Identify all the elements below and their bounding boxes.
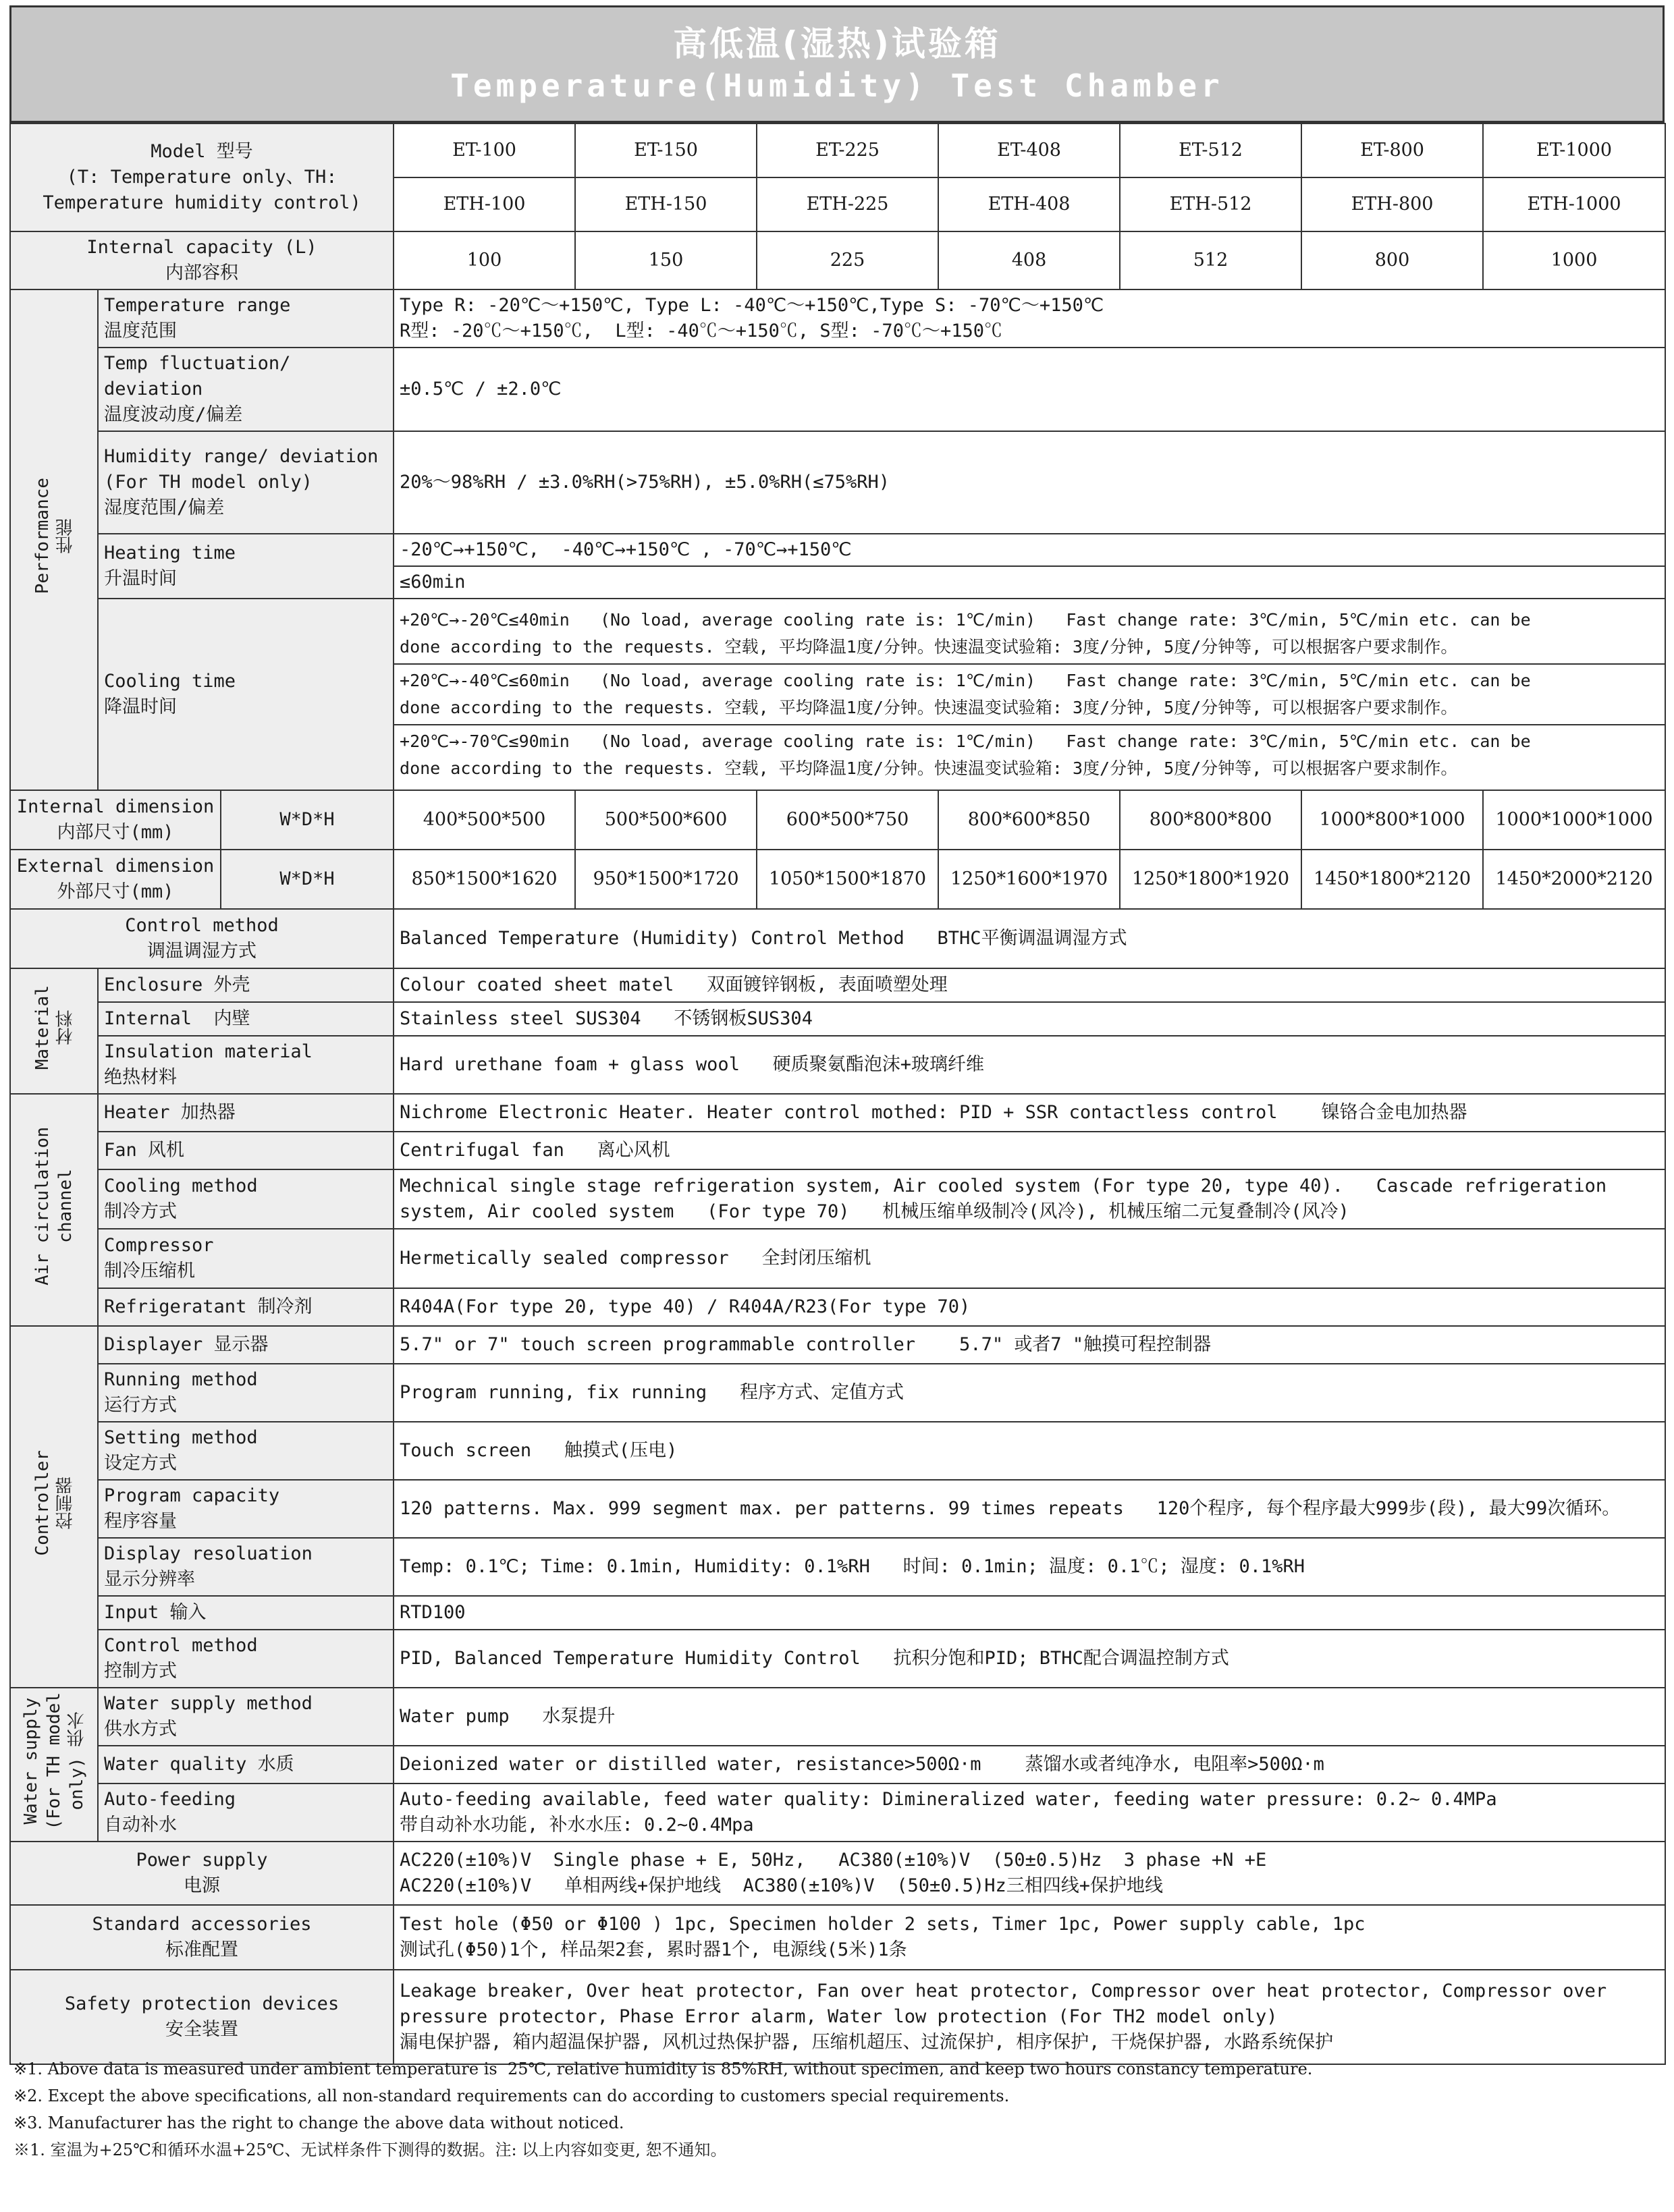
fluctuation-value: ±0.5℃ / ±2.0℃	[394, 348, 1665, 431]
safety-row	[10, 1970, 1665, 2064]
enclosure-label: Enclosure 外壳	[98, 968, 394, 1002]
performance-group-label: Performance 性能	[10, 289, 98, 790]
external-dim-cell: 950*1500*1720	[575, 850, 757, 909]
fluctuation-row	[10, 348, 1665, 431]
internal-dim-cell: 800*600*850	[938, 790, 1120, 850]
capacity-cell: 512	[1120, 231, 1301, 289]
control-value: PID, Balanced Temperature Humidity Control 抗积分饱和PID; BTHC配合调温控制方式	[394, 1630, 1665, 1688]
accessories-value: Test hole (Φ50 or Φ100 ) 1pc, Specimen holder 2 sets, Timer 1pc, Power supply cable, 1pc 测试孔(Φ50)1个, 样品架2套, 累时器1个, 电源线(5米)1条	[394, 1905, 1665, 1970]
title-chinese: 高低温(湿热)试验箱	[673, 24, 1001, 63]
accessories-row	[10, 1905, 1665, 1970]
heater-label: Heater 加热器	[98, 1094, 394, 1132]
cooling-method-row	[10, 1169, 1665, 1229]
internal-dim-unit: W*D*H	[221, 790, 394, 850]
internal-wall-label: Internal 内壁	[98, 1002, 394, 1036]
capacity-cell: 150	[575, 231, 757, 289]
fan-row	[10, 1132, 1665, 1169]
title-banner	[9, 5, 1665, 123]
internal-dim-cell: 1000*800*1000	[1301, 790, 1483, 850]
model-th-cell: ETH-100	[394, 177, 575, 231]
program-label: Program capacity 程序容量	[98, 1480, 394, 1538]
capacity-cell: 800	[1301, 231, 1483, 289]
model-th-cell: ETH-225	[757, 177, 938, 231]
model-th-cell: ETH-408	[938, 177, 1120, 231]
heating-value-1: -20℃→+150℃, -40℃→+150℃ , -70℃→+150℃	[394, 534, 1665, 566]
model-row-t	[10, 123, 1665, 177]
water-supply-row	[10, 1688, 1665, 1746]
control-row	[10, 1630, 1665, 1688]
model-t-cell: ET-408	[938, 123, 1120, 177]
program-value: 120 patterns. Max. 999 segment max. per patterns. 99 times repeats 120个程序, 每个程序最大999步(段), 最大99次循环。	[394, 1480, 1665, 1538]
controller-group-label: Controller 控制器	[10, 1326, 98, 1688]
power-row	[10, 1842, 1665, 1905]
model-th-cell: ETH-150	[575, 177, 757, 231]
external-dim-unit: W*D*H	[221, 850, 394, 909]
water-supply-label: Water supply method 供水方式	[98, 1688, 394, 1746]
input-value: RTD100	[394, 1596, 1665, 1630]
heating-label: Heating time 升温时间	[98, 534, 394, 599]
resolution-value: Temp: 0.1℃; Time: 0.1min, Humidity: 0.1%RH 时间: 0.1min; 温度: 0.1℃; 湿度: 0.1%RH	[394, 1538, 1665, 1596]
refrigerant-row	[10, 1288, 1665, 1326]
cooling-method-label: Cooling method 制冷方式	[98, 1169, 394, 1229]
display-label: Displayer 显示器	[98, 1326, 394, 1364]
internal-dim-row	[10, 790, 1665, 850]
footnote: ※1. 室温为+25℃和循环水温+25℃、无试样条件下测得的数据。注: 以上内容如变更, 恕不通知。	[14, 2140, 727, 2159]
water-group-label: Water supply (For TH model only) 供水	[10, 1688, 98, 1842]
cooling-separator	[394, 724, 1665, 725]
display-row	[10, 1326, 1665, 1364]
spec-table	[9, 123, 1666, 2065]
capacity-cell: 1000	[1483, 231, 1665, 289]
water-quality-value: Deionized water or distilled water, resistance>500Ω·m 蒸馏水或者纯净水, 电阻率>500Ω·m	[394, 1746, 1665, 1784]
title-english: Temperature(Humidity) Test Chamber	[450, 67, 1224, 104]
insulation-row	[10, 1036, 1665, 1094]
cooling-method-value: Mechnical single stage refrigeration system, Air cooled system (For type 20, type 40). Cascade refrigeration system, Air cooled system (For type 70) 机械压缩单级制冷(风冷), 机械压缩二元复叠制冷(风冷)	[394, 1169, 1665, 1229]
humidity-label: Humidity range/ deviation (For TH model only) 湿度范围/偏差	[98, 431, 394, 534]
humidity-value: 20%～98%RH / ±3.0%RH(>75%RH), ±5.0%RH(≤75%RH)	[394, 431, 1665, 534]
capacity-label: Internal capacity (L) 内部容积	[10, 231, 394, 289]
temp-range-label: Temperature range 温度范围	[98, 289, 394, 348]
internal-dim-cell: 500*500*600	[575, 790, 757, 850]
footnote: ※3. Manufacturer has the right to change the above data without noticed.	[14, 2113, 624, 2132]
cooling-separator	[394, 663, 1665, 665]
model-th-cell: ETH-512	[1120, 177, 1301, 231]
safety-label: Safety protection devices 安全装置	[10, 1970, 394, 2064]
refrigerant-value: R404A(For type 20, type 40) / R404A/R23(For type 70)	[394, 1288, 1665, 1326]
program-row	[10, 1480, 1665, 1538]
external-dim-label: External dimension 外部尺寸(mm)	[10, 850, 221, 909]
display-value: 5.7" or 7" touch screen programmable controller 5.7" 或者7 "触摸可程控制器	[394, 1326, 1665, 1364]
power-label: Power supply 电源	[10, 1842, 394, 1905]
humidity-row	[10, 431, 1665, 534]
power-value: AC220(±10%)V Single phase + E, 50Hz, AC380(±10%)V (50±0.5)Hz 3 phase +N +E AC220(±10%)V 单相两线+保护地线 AC380(±10%)V (50±0.5)Hz三相四线+保护地线	[394, 1842, 1665, 1905]
setting-value: Touch screen 触摸式(压电)	[394, 1422, 1665, 1480]
control-method-row	[10, 909, 1665, 968]
model-label-cell: Model 型号 (T: Temperature only、TH: Temperature humidity control)	[10, 123, 394, 231]
model-t-cell: ET-800	[1301, 123, 1483, 177]
footnote: ※2. Except the above specifications, all non-standard requirements can do according to customers special requirements.	[14, 2086, 1010, 2105]
material-group-label: Material 材料	[10, 968, 98, 1094]
auto-feeding-value: Auto-feeding available, feed water quality: Dimineralized water, feeding water pressure: 0.2~ 0.4MPa 带自动补水功能, 补水水压: 0.2~0.4Mpa	[394, 1784, 1665, 1842]
temp-range-value: Type R: -20℃～+150℃, Type L: -40℃～+150℃,Type S: -70℃～+150℃ R型: -20℃～+150℃, L型: -40℃～+150℃, S型: -70℃～+150℃	[394, 289, 1665, 348]
external-dim-cell: 1450*2000*2120	[1483, 850, 1665, 909]
capacity-cell: 100	[394, 231, 575, 289]
running-row	[10, 1364, 1665, 1422]
auto-feeding-row	[10, 1784, 1665, 1842]
internal-dim-cell: 400*500*500	[394, 790, 575, 850]
insulation-value: Hard urethane foam + glass wool 硬质聚氨酯泡沫+玻璃纤维	[394, 1036, 1665, 1094]
cooling-value: +20℃→-20℃≤40min (No load, average cooling rate is: 1℃/min) Fast change rate: 3℃/min, 5℃/min etc. can be done according to the requests. 空载, 平均降温1度/分钟。快速温变试验箱: 3度/分钟, 5度/分钟等, 可以根据客户要求制作。 +20℃→-40℃≤60min (No load, average cooling rate is: 1℃/min) Fast change rate: 3℃/min, 5℃/min etc. can be done according to the requests. 空载, 平均降温1度/分钟。快速温变试验箱: 3度/分钟, 5度/分钟等, 可以根据客户要求制作。 +20℃→-70℃≤90min (No load, average cooling rate is: 1℃/min) Fast change rate: 3℃/min, 5℃/min etc. can be done according to the requests. 空载, 平均降温1度/分钟。快速温变试验箱: 3度/分钟, 5度/分钟等, 可以根据客户要求制作。	[394, 599, 1665, 790]
compressor-value: Hermetically sealed compressor 全封闭压缩机	[394, 1229, 1665, 1288]
external-dim-cell: 1250*1800*1920	[1120, 850, 1301, 909]
model-t-cell: ET-150	[575, 123, 757, 177]
enclosure-row	[10, 968, 1665, 1002]
heater-row	[10, 1094, 1665, 1132]
external-dim-cell: 1450*1800*2120	[1301, 850, 1483, 909]
model-th-cell: ETH-800	[1301, 177, 1483, 231]
capacity-cell: 408	[938, 231, 1120, 289]
air-group-label: Air circulation channel	[10, 1094, 98, 1326]
resolution-label: Display resoluation 显示分辨率	[98, 1538, 394, 1596]
input-label: Input 输入	[98, 1596, 394, 1630]
enclosure-value: Colour coated sheet matel 双面镀锌钢板, 表面喷塑处理	[394, 968, 1665, 1002]
compressor-row	[10, 1229, 1665, 1288]
temp-range-row	[10, 289, 1665, 348]
model-t-cell: ET-100	[394, 123, 575, 177]
control-label: Control method 控制方式	[98, 1630, 394, 1688]
footnotes	[14, 2055, 1312, 2163]
capacity-row	[10, 231, 1665, 289]
internal-wall-value: Stainless steel SUS304 不锈钢板SUS304	[394, 1002, 1665, 1036]
cooling-row	[10, 599, 1665, 790]
internal-dim-cell: 800*800*800	[1120, 790, 1301, 850]
model-t-cell: ET-1000	[1483, 123, 1665, 177]
safety-value: Leakage breaker, Over heat protector, Fan over heat protector, Compressor over heat protector, Compressor over pressure protector, Phase Error alarm, Water low protection (For TH2 model only) 漏电保护器, 箱内超温保护器, 风机过热保护器, 压缩机超压、过流保护, 相序保护, 干烧保护器, 水路系统保护	[394, 1970, 1665, 2064]
insulation-label: Insulation material 绝热材料	[98, 1036, 394, 1094]
spec-sheet	[9, 5, 1665, 2065]
fluctuation-label: Temp fluctuation/ deviation 温度波动度/偏差	[98, 348, 394, 431]
internal-dim-label: Internal dimension 内部尺寸(mm)	[10, 790, 221, 850]
running-label: Running method 运行方式	[98, 1364, 394, 1422]
fan-label: Fan 风机	[98, 1132, 394, 1169]
input-row	[10, 1596, 1665, 1630]
internal-wall-row	[10, 1002, 1665, 1036]
capacity-cell: 225	[757, 231, 938, 289]
footnote: ※1. Above data is measured under ambient temperature is 25℃, relative humidity is 85%RH, without specimen, and keep two hours constancy temperature.	[14, 2059, 1313, 2078]
accessories-label: Standard accessories 标准配置	[10, 1905, 394, 1970]
fan-value: Centrifugal fan 离心风机	[394, 1132, 1665, 1169]
model-t-cell: ET-512	[1120, 123, 1301, 177]
setting-row	[10, 1422, 1665, 1480]
model-th-cell: ETH-1000	[1483, 177, 1665, 231]
external-dim-row	[10, 850, 1665, 909]
cooling-label: Cooling time 降温时间	[98, 599, 394, 790]
external-dim-cell: 1050*1500*1870	[757, 850, 938, 909]
auto-feeding-label: Auto-feeding 自动补水	[98, 1784, 394, 1842]
heating-value-2: ≤60min	[394, 566, 1665, 599]
external-dim-cell: 1250*1600*1970	[938, 850, 1120, 909]
control-method-label: Control method 调温调湿方式	[10, 909, 394, 968]
running-value: Program running, fix running 程序方式、定值方式	[394, 1364, 1665, 1422]
internal-dim-cell: 1000*1000*1000	[1483, 790, 1665, 850]
control-method-value: Balanced Temperature (Humidity) Control Method BTHC平衡调温调湿方式	[394, 909, 1665, 968]
heater-value: Nichrome Electronic Heater. Heater control mothed: PID + SSR contactless control 镍铬合金电加热器	[394, 1094, 1665, 1132]
model-t-cell: ET-225	[757, 123, 938, 177]
water-quality-row	[10, 1746, 1665, 1784]
heating-row-1	[10, 534, 1665, 566]
compressor-label: Compressor 制冷压缩机	[98, 1229, 394, 1288]
refrigerant-label: Refrigeratant 制冷剂	[98, 1288, 394, 1326]
resolution-row	[10, 1538, 1665, 1596]
water-supply-value: Water pump 水泵提升	[394, 1688, 1665, 1746]
external-dim-cell: 850*1500*1620	[394, 850, 575, 909]
setting-label: Setting method 设定方式	[98, 1422, 394, 1480]
internal-dim-cell: 600*500*750	[757, 790, 938, 850]
water-quality-label: Water quality 水质	[98, 1746, 394, 1784]
